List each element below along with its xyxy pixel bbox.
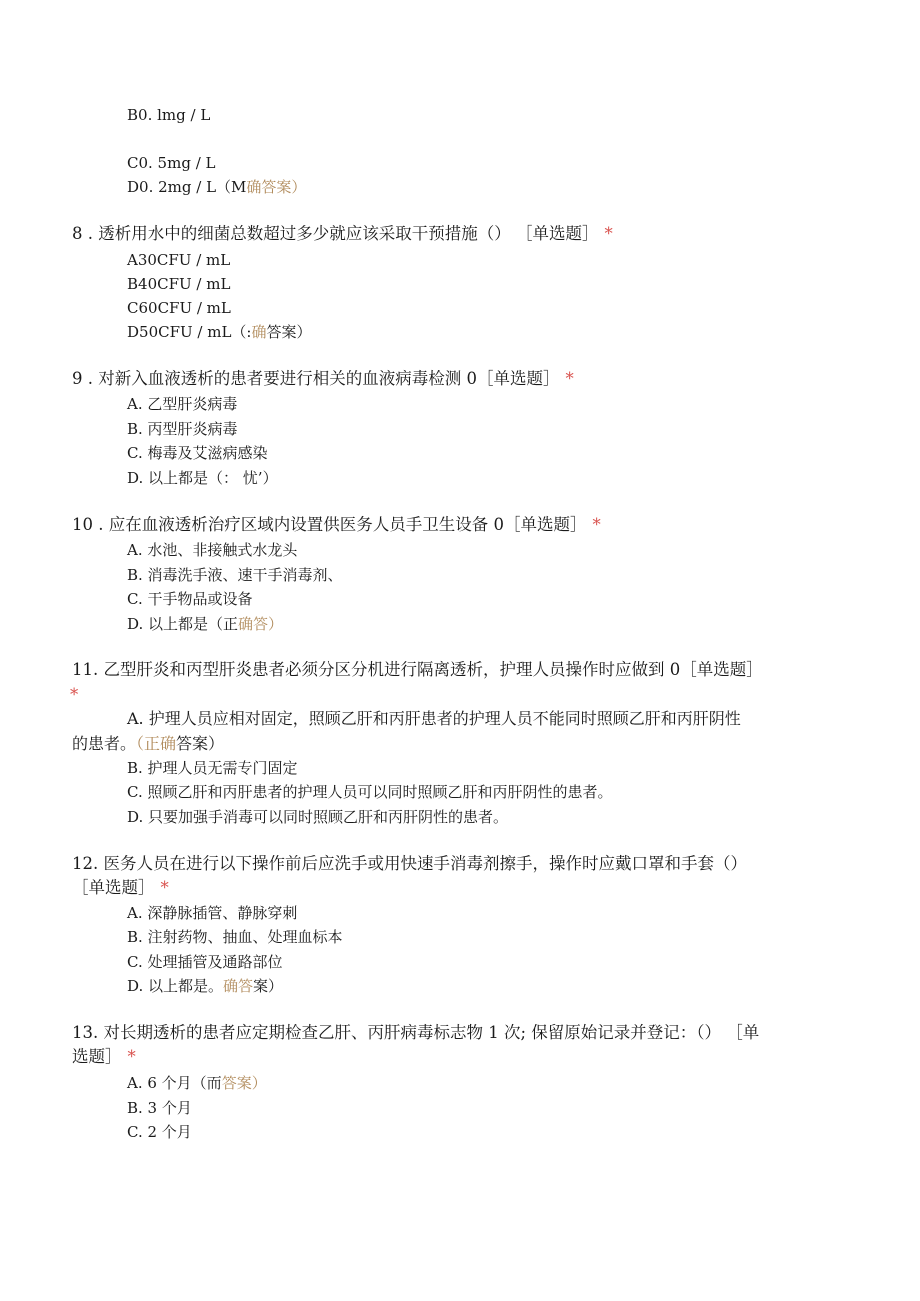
q8-answer-mark: 确 <box>251 323 267 341</box>
q10-option-c: C. 干手物品或设备 <box>127 590 253 608</box>
q9-option-b: B. 丙型肝炎病毒 <box>127 420 238 438</box>
q9-option-a: A. 乙型肝炎病毒 <box>127 395 238 413</box>
q13-option-a-text: A. 6 个月（而 <box>127 1074 222 1092</box>
q12-answer-mark: 确答 <box>223 977 254 995</box>
q10-option-b: B. 消毒洗手液、速干手消毒剂、 <box>127 566 343 584</box>
q12-stem-text: ［单选题］ <box>72 878 155 897</box>
q12-stem-continued <box>72 877 169 899</box>
q8-option-c: C60CFU / mL <box>127 299 231 317</box>
q13-stem-continued <box>72 1046 136 1068</box>
q8-option-d <box>127 321 312 343</box>
q10-stem <box>72 514 601 536</box>
q7-answer-mark: 确答案） <box>246 178 307 196</box>
q9-option-c: C. 梅毒及艾滋病感染 <box>127 444 268 462</box>
required-mark: * <box>160 878 169 897</box>
q7-option-d <box>127 176 306 198</box>
q12-option-d-tail: 案） <box>253 977 284 995</box>
required-mark: * <box>604 224 613 243</box>
required-mark: * <box>592 515 601 534</box>
q12-option-c: C. 处理插管及通路部位 <box>127 953 283 971</box>
q9-stem <box>72 368 574 390</box>
required-mark: * <box>127 1047 136 1066</box>
q11-option-a-line2 <box>72 733 224 755</box>
q13-option-b: B. 3 个月 <box>127 1099 192 1117</box>
q8-option-d-tail: 答案） <box>266 323 312 341</box>
q12-option-a: A. 深静脉插管、静脉穿刺 <box>127 904 298 922</box>
required-mark: * <box>70 685 79 704</box>
q12-stem: 12. 医务人员在进行以下操作前后应洗手或用快速手消毒剂擦手，操作时应戴口罩和手套（） <box>72 854 747 873</box>
q13-stem-text: 选题］ <box>72 1047 122 1066</box>
q13-answer-mark: 答案） <box>221 1074 267 1092</box>
q9-option-d: D. 以上都是（： 忧’） <box>127 469 278 487</box>
q13-stem: 13. 对长期透析的患者应定期检查乙肝、丙肝病毒标志物 1 次; 保留原始记录并登记：（） ［单 <box>72 1023 760 1042</box>
q9-stem-text: 9 . 对新入血液透析的患者要进行相关的血液病毒检测 0［单选题］ <box>72 369 560 388</box>
q10-option-d <box>127 613 283 635</box>
q7-option-d-text: D0. 2mg / L（M <box>127 178 247 196</box>
q8-option-b: B40CFU / mL <box>127 275 231 293</box>
q11-answer-mark: （正确 <box>136 734 177 753</box>
q8-option-d-text: D50CFU / mL（: <box>127 323 252 341</box>
q8-option-a: A30CFU / mL <box>127 251 231 269</box>
q10-answer-mark: 确答） <box>238 615 284 633</box>
q10-option-d-text: D. 以上都是（正 <box>127 615 239 633</box>
q10-stem-text: 10 . 应在血液透析治疗区域内设置供医务人员手卫生设备 0［单选题］ <box>72 515 587 534</box>
q11-option-c: C. 照顾乙肝和丙肝患者的护理人员可以同时照顾乙肝和丙肝阴性的患者。 <box>127 783 613 801</box>
q12-option-b: B. 注射药物、抽血、处理血标本 <box>127 928 343 946</box>
q11-option-a-text: 的患者。 <box>72 734 137 753</box>
q13-option-c: C. 2 个月 <box>127 1123 192 1141</box>
q11-required <box>70 684 78 706</box>
q13-option-a <box>127 1072 267 1094</box>
q12-option-d-text: D. 以上都是。 <box>127 977 224 995</box>
q11-stem: 11. 乙型肝炎和丙型肝炎患者必须分区分机进行隔离透析，护理人员操作时应做到 0［单选题］ <box>72 660 763 679</box>
q12-option-d <box>127 975 283 997</box>
q7-option-c: C0. 5mg / L <box>127 154 216 172</box>
required-mark: * <box>565 369 574 388</box>
q7-option-b: B0. lmg / L <box>127 106 211 124</box>
q8-stem <box>72 223 613 245</box>
q11-option-b: B. 护理人员无需专门固定 <box>127 759 298 777</box>
q11-option-a-tail: 答案） <box>176 734 225 753</box>
q8-stem-text: 8 . 透析用水中的细菌总数超过多少就应该采取干预措施（） ［单选题］ <box>72 224 599 243</box>
q11-option-d: D. 只要加强手消毒可以同时照顾乙肝和丙肝阴性的患者。 <box>127 808 509 826</box>
q11-option-a-line1: A. 护理人员应相对固定，照顾乙肝和丙肝患者的护理人员不能同时照顾乙肝和丙肝阴性 <box>127 709 741 728</box>
q10-option-a: A. 水池、非接触式水龙头 <box>127 541 298 559</box>
